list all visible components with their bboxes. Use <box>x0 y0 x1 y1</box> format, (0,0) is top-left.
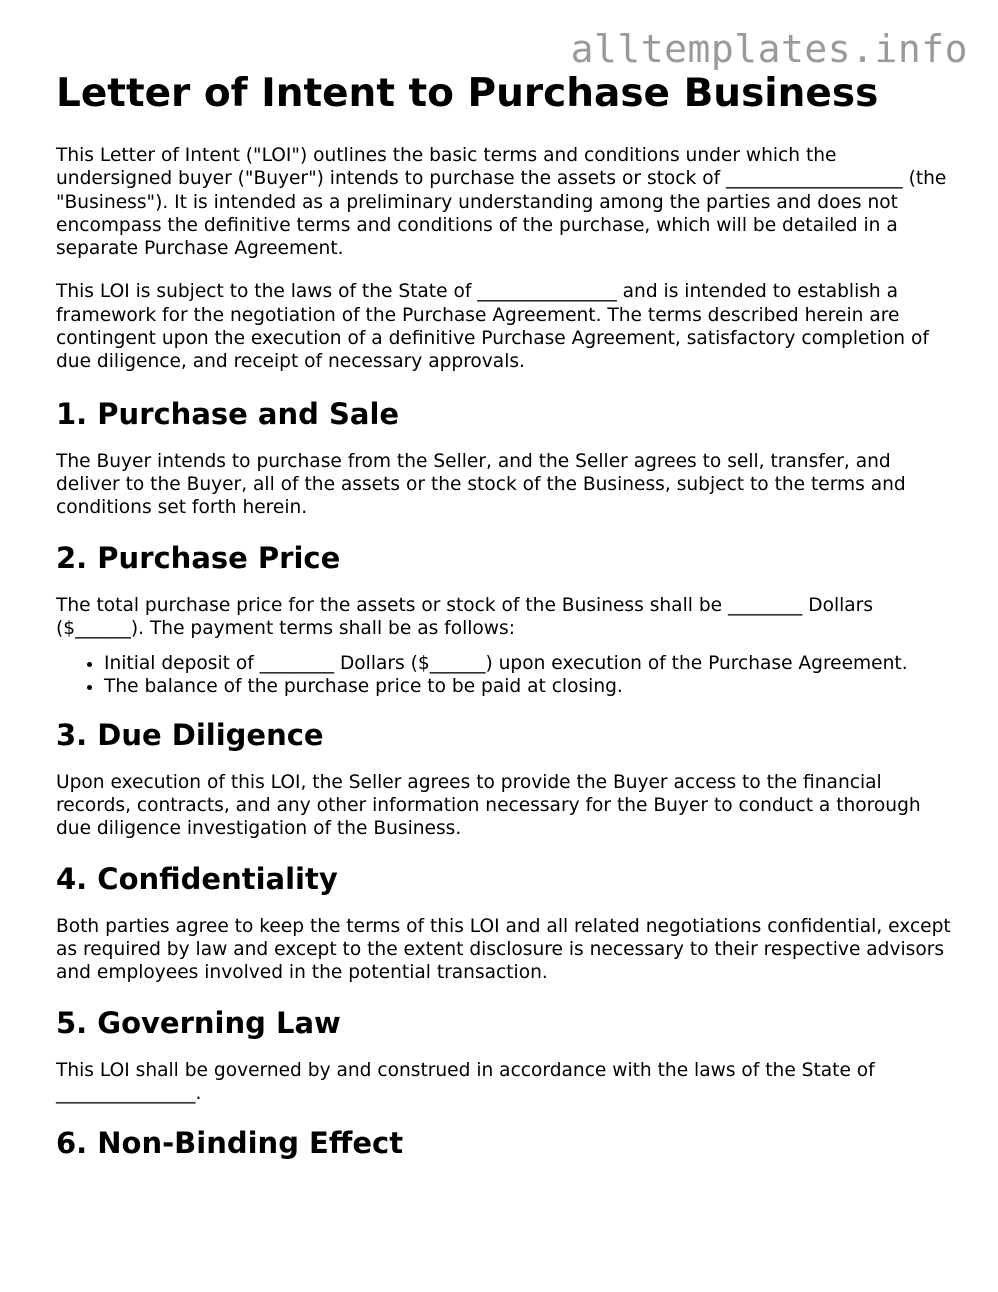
section-heading: 3. Due Diligence <box>56 717 324 752</box>
document-page <box>56 70 956 1179</box>
section-body: Upon execution of this LOI, the Seller agrees to provide the Buyer access to the financial records, contracts, and any other information necessary for the Buyer to conduct a thorough due diligence investigation of the Business. <box>56 771 921 840</box>
section-body: Both parties agree to keep the terms of this LOI and all related negotiations confidential, except as required by law and except to the extent disclosure is necessary to their respective advisors and employees involved in the potential transaction. <box>56 915 951 984</box>
section-due-diligence <box>56 717 956 841</box>
list-item: • Initial deposit of ________ Dollars ($______) upon execution of the Purchase Agreement. <box>104 652 956 675</box>
list-item: • The balance of the purchase price to be paid at closing. <box>104 675 956 698</box>
watermark: alltemplates.info <box>570 27 968 71</box>
section-governing-law <box>56 1005 956 1106</box>
section-heading: 4. Confidentiality <box>56 861 338 896</box>
section-body: The Buyer intends to purchase from the Seller, and the Seller agrees to sell, transfer, and deliver to the Buyer, all of the assets or the stock of the Business, subject to the terms and conditions set forth herein. <box>56 450 906 519</box>
section-heading: 5. Governing Law <box>56 1005 341 1040</box>
intro-paragraph: This LOI is subject to the laws of the State of _______________ and is intended to establish a framework for the negotiation of the Purchase Agreement. The terms described herein are contingent upon the execution of a definitive Purchase Agreement, satisfactory completion of due diligence, and receipt of necessary approvals. <box>56 281 929 373</box>
section-body: The total purchase price for the assets or stock of the Business shall be ________ Dollars ($______). The payment terms shall be as follows: <box>56 594 874 639</box>
section-heading: 6. Non-Binding Effect <box>56 1126 404 1161</box>
section-body: This LOI shall be governed by and construed in accordance with the laws of the State of _______________. <box>56 1059 875 1104</box>
section-purchase-price <box>56 540 956 699</box>
payment-terms-list <box>56 652 956 699</box>
document-title: Letter of Intent to Purchase Business <box>56 71 879 116</box>
intro-paragraph: This Letter of Intent ("LOI") outlines the basic terms and conditions under which the undersigned buyer ("Buyer") intends to purchase the assets or stock of ___________________ (the "Business"). It is intended as a preliminary understanding among the parties and does not encompass the definitive terms and conditions of the purchase, which will be detailed in a separate Purchase Agreement. <box>56 145 947 260</box>
section-confidentiality <box>56 861 956 985</box>
section-non-binding-effect <box>56 1125 956 1161</box>
section-heading: 1. Purchase and Sale <box>56 396 400 431</box>
section-purchase-and-sale <box>56 396 956 520</box>
section-heading: 2. Purchase Price <box>56 540 341 575</box>
